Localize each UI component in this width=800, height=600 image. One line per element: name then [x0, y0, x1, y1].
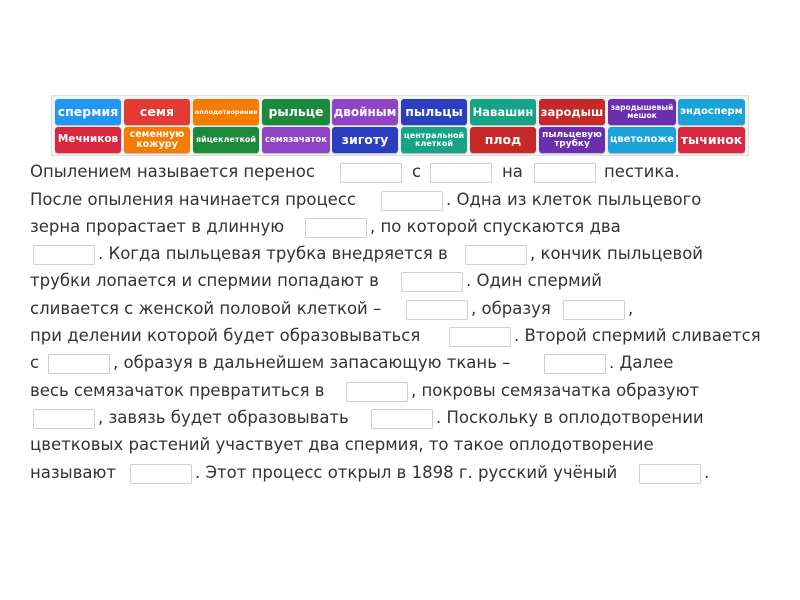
text-segment: , завязь будет образовывать [98, 408, 349, 427]
answer-slot[interactable] [381, 191, 443, 211]
word-tile[interactable]: яйцеклеткой [193, 127, 259, 153]
text-segment: называют [30, 463, 117, 482]
text-segment: , [628, 299, 634, 318]
text-segment: Опылением называется перенос [30, 162, 315, 181]
word-tile[interactable]: спермия [55, 99, 121, 125]
text-segment: . Один спермий [466, 271, 603, 290]
answer-slot[interactable] [346, 382, 408, 402]
text-segment: . Одна из клеток пыльцевого [446, 190, 702, 209]
answer-slot[interactable] [33, 245, 95, 265]
text-segment: на [502, 162, 523, 181]
word-tile[interactable]: пыльцевую трубку [539, 127, 605, 153]
text-segment: , образуя в дальнейшем запасающую ткань – [113, 353, 511, 372]
text-segment: . Далее [609, 353, 674, 372]
text-segment: . Этот процесс открыл в 1898 г. русский учёный [195, 463, 618, 482]
text-segment: зерна прорастает в длинную [30, 217, 285, 236]
text-segment: , образуя [471, 299, 551, 318]
text-segment: сливается с женской половой клеткой – [30, 299, 382, 318]
word-tile[interactable]: семенную кожуру [124, 127, 190, 153]
answer-slot[interactable] [401, 272, 463, 292]
answer-slot[interactable] [639, 464, 701, 484]
word-tile[interactable]: цветоложе [608, 127, 676, 153]
text-segment: , по которой спускаются два [370, 217, 621, 236]
answer-slot[interactable] [534, 163, 596, 183]
text-segment: при делении которой будет образовываться [30, 326, 421, 345]
word-tile[interactable]: эндосперм [678, 99, 745, 125]
answer-slot[interactable] [430, 163, 492, 183]
word-tile[interactable]: двойным [332, 99, 398, 125]
word-tile[interactable]: Мечников [55, 127, 121, 153]
answer-slot[interactable] [371, 409, 433, 429]
answer-slot[interactable] [33, 409, 95, 429]
word-tile[interactable]: зародыш [539, 99, 605, 125]
word-tile[interactable]: плод [470, 127, 536, 153]
word-tile[interactable]: центральной клеткой [401, 127, 467, 153]
answer-slot[interactable] [340, 163, 402, 183]
text-segment: пестика. [604, 162, 680, 181]
answer-slot[interactable] [544, 354, 606, 374]
text-segment: цветковых растений участвует два спермия, то такое оплодотворение [30, 435, 654, 454]
word-tile[interactable]: семязачаток [262, 127, 330, 153]
text-segment: . Когда пыльцевая трубка внедряется в [98, 244, 448, 263]
word-tile[interactable]: пыльцы [401, 99, 467, 125]
word-tile[interactable]: Навашин [470, 99, 536, 125]
text-segment: весь семязачаток превратиться в [30, 381, 325, 400]
word-tile[interactable]: зиготу [332, 127, 398, 153]
word-tile[interactable]: тычинок [678, 127, 745, 153]
text-segment: трубки лопается и спермии попадают в [30, 271, 379, 290]
text-segment: , покровы семязачатка образуют [411, 381, 700, 400]
word-tile[interactable]: зародышевый мешок [608, 99, 676, 125]
answer-slot[interactable] [563, 300, 625, 320]
answer-slot[interactable] [449, 327, 511, 347]
text-segment: с [30, 353, 40, 372]
word-tile[interactable]: рыльце [262, 99, 330, 125]
word-tile[interactable]: оплодотворения [193, 99, 259, 125]
text-segment: , кончик пыльцевой [530, 244, 704, 263]
text-segment: . [704, 463, 710, 482]
answer-slot[interactable] [305, 218, 367, 238]
answer-slot[interactable] [130, 464, 192, 484]
answer-slot[interactable] [48, 354, 110, 374]
text-segment: После опыления начинается процесс [30, 190, 356, 209]
answer-slot[interactable] [465, 245, 527, 265]
text-segment: . Поскольку в оплодотворении [436, 408, 704, 427]
text-segment: . Второй спермий сливается [514, 326, 761, 345]
word-tile[interactable]: семя [124, 99, 190, 125]
answer-slot[interactable] [406, 300, 468, 320]
text-segment: с [412, 162, 422, 181]
